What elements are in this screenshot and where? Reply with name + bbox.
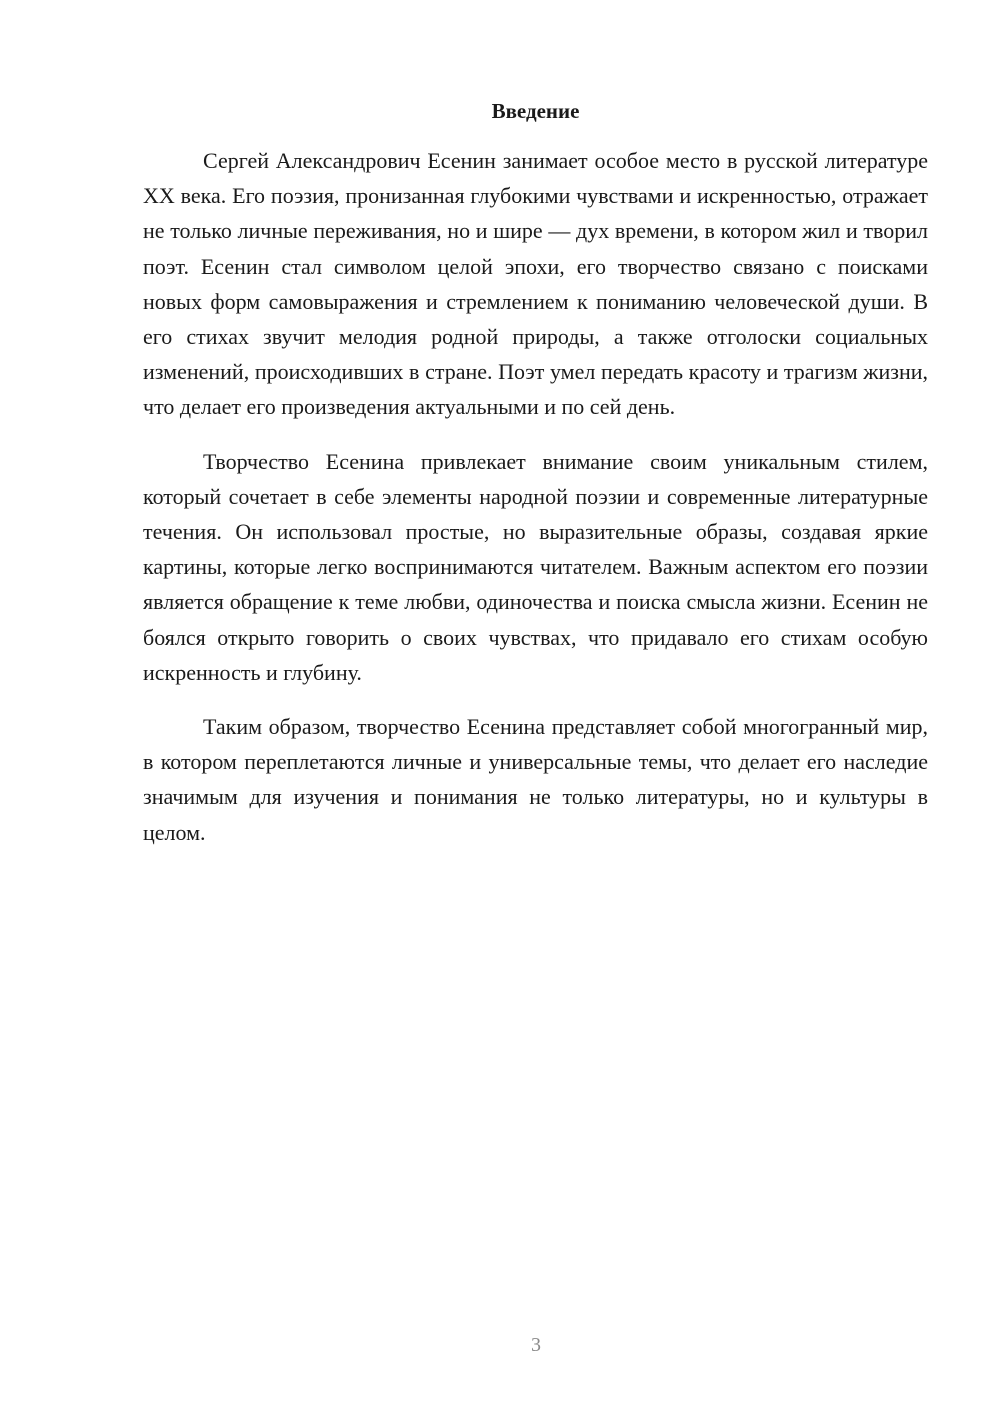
page-title: Введение <box>491 99 580 123</box>
paragraph-3: Таким образом, творчество Есенина представляет собой многогранный мир, в котором переплетаются личные и универсальные темы, что делает его наследие значимым для изучения и понимания не только литературы, но и культуры в целом. <box>143 714 928 845</box>
document-body <box>143 143 928 869</box>
paragraph-1: Сергей Александрович Есенин занимает особое место в русской литературе XX века. Его поэзия, пронизанная глубокими чувствами и искренностью, отражает не только личные переживания, но и шире — дух времени, в котором жил и творил поэт. Есенин стал символом целой эпохи, его творчество связано с поисками новых форм самовыражения и стремлением к пониманию человеческой души. В его стихах звучит мелодия родной природы, а также отголоски социальных изменений, происходивших в стране. Поэт умел передать красоту и трагизм жизни, что делает его произведения актуальными и по сей день. <box>143 148 928 420</box>
paragraph-2: Творчество Есенина привлекает внимание своим уникальным стилем, который сочетает в себе элементы народной поэзии и современные литературные течения. Он использовал простые, но выразительные образы, создавая яркие картины, которые легко воспринимаются читателем. Важным аспектом его поэзии является обращение к теме любви, одиночества и поиска смысла жизни. Есенин не боялся открыто говорить о своих чувствах, что придавало его стихам особую искренность и глубину. <box>143 448 928 685</box>
page-number: 3 <box>531 1334 541 1356</box>
